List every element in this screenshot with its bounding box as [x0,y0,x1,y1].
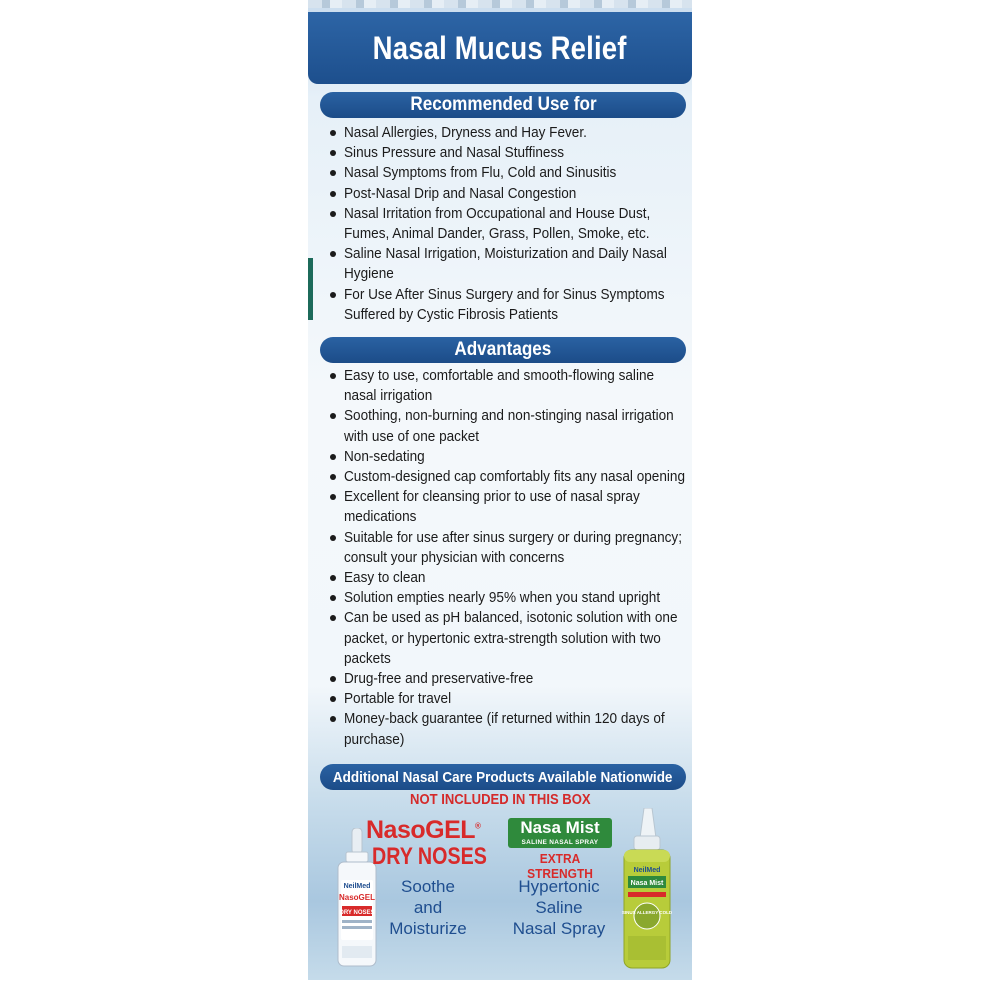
list-item: Soothing, non-burning and non-stinging nasal irrigation with use of one packet [326,406,686,446]
list-item: Easy to use, comfortable and smooth-flowing saline nasal irrigation [326,366,686,406]
list-item: Non-sedating [326,447,686,467]
recommended-use-list [326,123,686,325]
list-item: Drug-free and preservative-free [326,669,686,689]
product-box-side-panel [308,0,692,980]
can-sub: SINUS ALLERGY COLD [621,910,673,915]
nasamist-description: Hypertonic Saline Nasal Spray [512,877,606,938]
can-brand: NeilMed [633,867,661,874]
left-edge-mark [308,258,313,320]
not-included-notice: NOT INCLUDED IN THIS BOX [409,792,591,808]
list-item: For Use After Sinus Surgery and for Sinus Symptoms Suffered by Cystic Fibrosis Patients [326,285,686,325]
advantages-header: Advantages [320,337,686,363]
nasamist-logo: Nasa Mist SALINE NASAL SPRAY [508,818,612,848]
list-item: Can be used as pH balanced, isotonic solution with one packet, or hypertonic extra-strength solution with two packets [326,608,686,669]
list-item: Portable for travel [326,689,686,709]
title-band [308,12,692,84]
can-label: Nasa Mist [630,880,664,887]
nasogel-logo: NasoGEL® [366,816,481,844]
recommended-use-header: Recommended Use for [320,92,686,118]
list-item: Suitable for use after sinus surgery or during pregnancy; consult your physician with concerns [326,528,686,568]
list-item: Custom-designed cap comfortably fits any nasal opening [326,467,686,487]
nasogel-subtitle: DRY NOSES [372,843,487,870]
list-item: Sinus Pressure and Nasal Stuffiness [326,143,686,163]
advantages-list [326,366,686,750]
page-title: Nasal Mucus Relief [373,29,627,66]
list-item: Post-Nasal Drip and Nasal Congestion [326,184,686,204]
additional-products-header: Additional Nasal Care Products Available Nationwide [320,764,686,790]
list-item: Solution empties nearly 95% when you stand upright [326,588,686,608]
list-item: Money-back guarantee (if returned within 120 days of purchase) [326,709,686,749]
bottle-brand: NeilMed [343,883,371,890]
list-item: Nasal Symptoms from Flu, Cold and Sinusitis [326,163,686,183]
list-item: Nasal Irritation from Occupational and House Dust, Fumes, Animal Dander, Grass, Pollen, Smoke, etc. [326,204,686,244]
bottle-sub: DRY NOSES [339,910,375,916]
list-item: Saline Nasal Irrigation, Moisturization and Daily Nasal Hygiene [326,244,686,284]
bottle-label: NasoGEL [338,893,376,902]
list-item: Nasal Allergies, Dryness and Hay Fever. [326,123,686,143]
nasamist-subtitle: EXTRA STRENGTH [527,851,593,881]
list-item: Excellent for cleansing prior to use of nasal spray medications [326,487,686,527]
list-item: Easy to clean [326,568,686,588]
nasamist-can-image [616,808,678,970]
nasogel-description: Soothe and Moisturize [389,877,467,938]
top-edge-strip [308,0,692,8]
